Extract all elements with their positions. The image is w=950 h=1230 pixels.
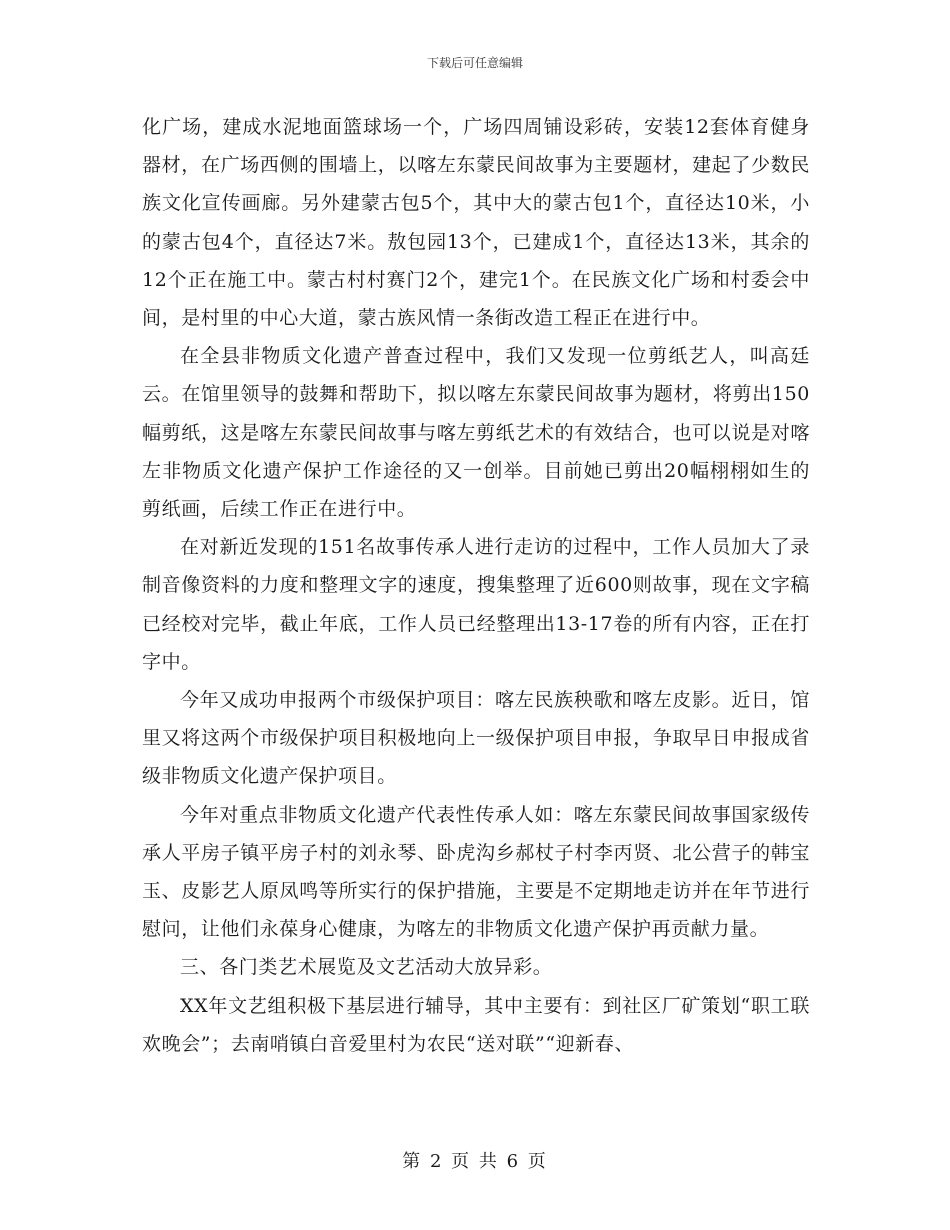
page-number-footer: 第 2 页 共 6 页 [402, 1151, 548, 1172]
paragraph-2: 在全县非物质文化遗产普查过程中，我们又发现一位剪纸艺人，叫高廷云。在馆里领导的鼓舞和帮助下，拟以喀左东蒙民间故事为题材，将剪出150幅剪纸，这是喀左东蒙民间故事与喀左剪纸艺术的有效结合，也可以说是对喀左非物质文化遗产保护工作途径的又一创举。目前她已剪出20幅栩栩如生的剪纸画，后续工作正在进行中。 [142, 345, 810, 521]
section-heading: 三、各门类艺术展览及文艺活动大放异彩。 [180, 956, 553, 979]
paragraph-3: 在对新近发现的151名故事传承人进行走访的过程中，工作人员加大了录制音像资料的力度和整理文字的速度，搜集整理了近600则故事，现在文字稿已经校对完毕，截止年底，工作人员已经整理出13-17卷的所有内容，正在打字中。 [142, 536, 810, 673]
body-text [142, 108, 810, 1063]
paragraph-4: 今年又成功申报两个市级保护项目：喀左民族秧歌和喀左皮影。近日，馆里又将这两个市级保护项目积极地向上一级保护项目申报，争取早日申报成省级非物质文化遗产保护项目。 [142, 689, 810, 788]
page-header: 下载后可任意编辑 [426, 56, 523, 70]
paragraph-1: 化广场，建成水泥地面篮球场一个，广场四周铺设彩砖，安装12套体育健身器材，在广场西侧的围墙上，以喀左东蒙民间故事为主要题材，建起了少数民族文化宣传画廊。另外建蒙古包5个，其中大的蒙古包1个，直径达10米，小的蒙古包4个，直径达7米。敖包园13个，已建成1个，直径达13米，其余的12个正在施工中。蒙古村村赛门2个，建完1个。在民族文化广场和村委会中间，是村里的中心大道，蒙古族风情一条街改造工程正在进行中。 [142, 116, 810, 330]
paragraph-6: XX年文艺组积极下基层进行辅导，其中主要有：到社区厂矿策划“职工联欢晚会”；去南哨镇白音爱里村为农民“送对联”“迎新春、 [142, 994, 810, 1055]
paragraph-5: 今年对重点非物质文化遗产代表性传承人如：喀左东蒙民间故事国家级传承人平房子镇平房子村的刘永琴、卧虎沟乡郝杖子村李丙贤、北公营子的韩宝玉、皮影艺人原凤鸣等所实行的保护措施，主要是不定期地走访并在年节进行慰问，让他们永葆身心健康，为喀左的非物质文化遗产保护再贡献力量。 [142, 803, 810, 941]
